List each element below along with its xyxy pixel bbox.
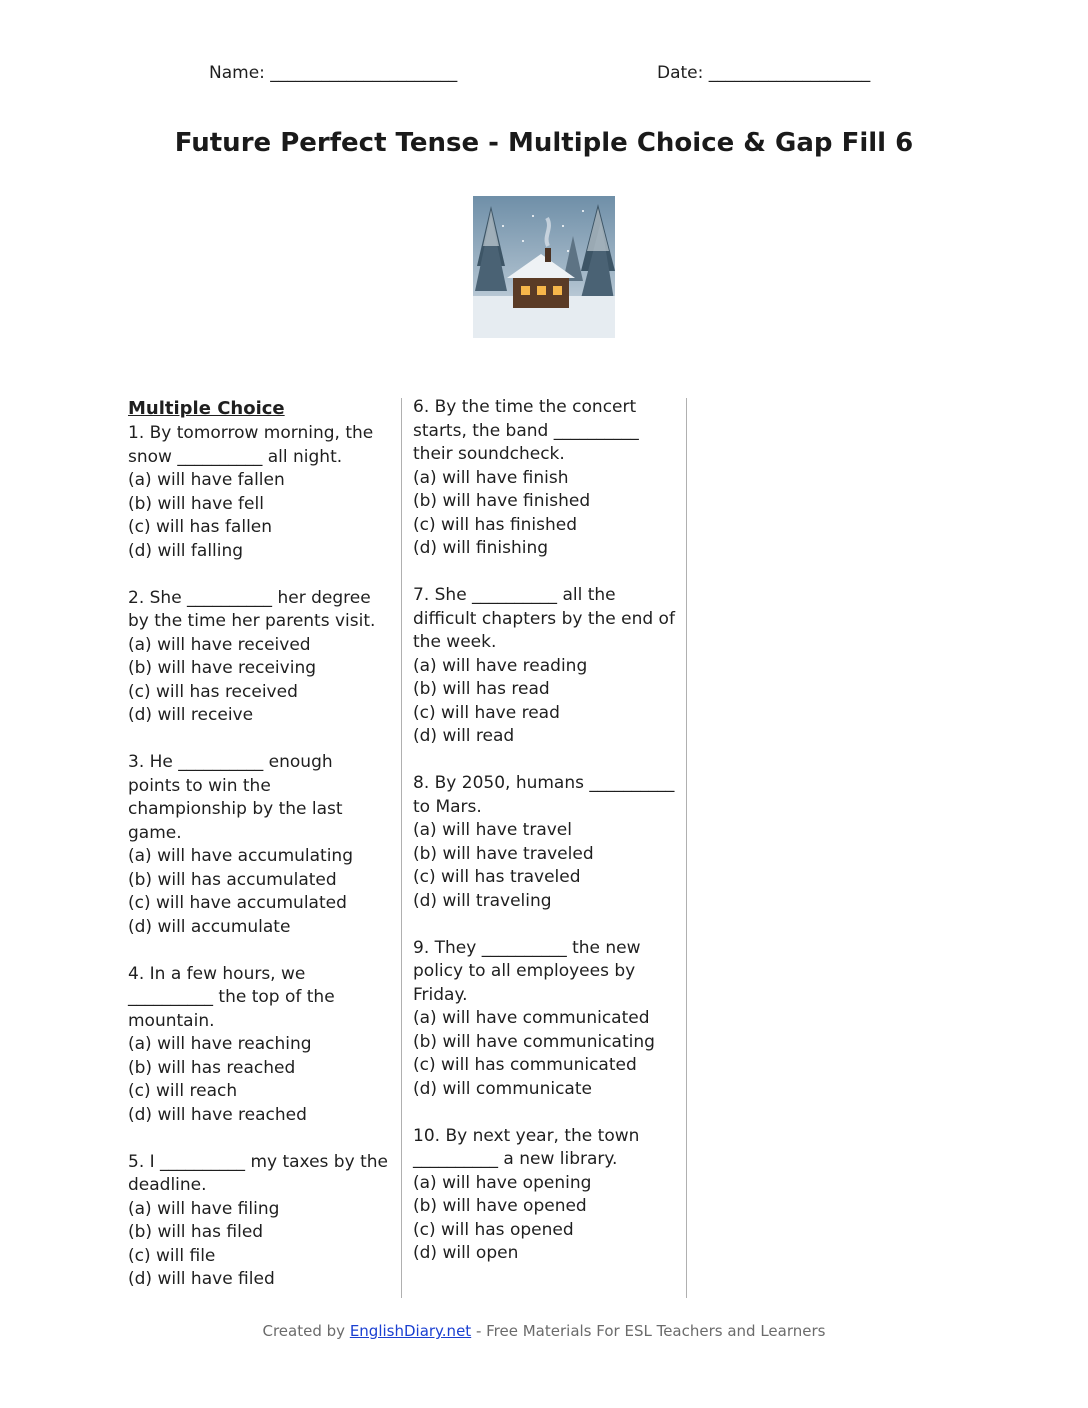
footer-suffix: - Free Materials For ESL Teachers and Learners: [471, 1322, 826, 1340]
answer-option: (d) will communicate: [413, 1078, 592, 1099]
question-block: [413, 584, 683, 749]
name-field: Name: ______________________: [209, 63, 458, 83]
question-text: 3. He __________ enough points to win the championship by the last game.: [128, 752, 343, 843]
answer-option: (b) will has filed: [128, 1222, 264, 1242]
answer-option: (c) will has finished: [413, 514, 578, 535]
question-text: 8. By 2050, humans __________ to Mars.: [413, 773, 675, 817]
question-text: 10. By next year, the town __________ a new library.: [413, 1125, 640, 1169]
question-block: [413, 772, 683, 913]
question-text: 2. She __________ her degree by the time her parents visit.: [128, 587, 376, 631]
question-text: 1. By tomorrow morning, the snow __________ all night.: [128, 423, 374, 467]
answer-option: (b) will has read: [413, 679, 550, 699]
answer-option: (d) will traveling: [413, 890, 552, 911]
answer-option: (b) will have communicating: [413, 1031, 655, 1052]
question-text: 4. In a few hours, we __________ the top of the mountain.: [128, 963, 335, 1031]
answer-option: (b) will has reached: [128, 1057, 296, 1078]
answer-option: (b) will have receiving: [128, 658, 317, 678]
questions-column-right: [413, 396, 683, 1289]
date-field: Date: ___________________: [657, 63, 871, 83]
column-divider: [401, 398, 402, 1298]
answer-option: (c) will has received: [128, 681, 298, 702]
question-block: [128, 963, 390, 1128]
answer-option: (a) will have communicated: [413, 1008, 650, 1028]
answer-option: (d) will falling: [128, 540, 244, 561]
page-title: Future Perfect Tense - Multiple Choice & Gap Fill 6: [174, 128, 914, 158]
question-block: [128, 587, 390, 728]
question-block: [128, 1151, 390, 1292]
answer-option: (d) will open: [413, 1243, 519, 1263]
questions-column-left: [128, 396, 390, 1315]
answer-option: (b) will have finished: [413, 491, 591, 511]
answer-option: (c) will has communicated: [413, 1055, 637, 1075]
snowy-cabin-picture: [473, 196, 615, 338]
question-block: [128, 751, 390, 939]
question-text: 6. By the time the concert starts, the band __________ their soundcheck.: [413, 397, 639, 464]
answer-option: (c) will file: [128, 1245, 216, 1266]
answer-option: (a) will have finish: [413, 467, 569, 488]
answer-option: (c) will has fallen: [128, 517, 273, 537]
answer-option: (a) will have accumulating: [128, 846, 353, 866]
answer-option: (b) will has accumulated: [128, 869, 337, 890]
answer-option: (a) will have fallen: [128, 470, 285, 490]
answer-option: (a) will have filing: [128, 1198, 280, 1219]
answer-option: (a) will have opening: [413, 1172, 592, 1193]
section-heading: Multiple Choice: [128, 398, 285, 419]
answer-option: (a) will have reading: [413, 655, 588, 676]
answer-option: (b) will have fell: [128, 493, 264, 514]
answer-option: (d) will have filed: [128, 1269, 275, 1289]
answer-option: (d) will read: [413, 726, 515, 746]
question-text: 5. I __________ my taxes by the deadline.: [128, 1151, 388, 1195]
question-text: 7. She __________ all the difficult chapters by the end of the week.: [413, 585, 675, 652]
answer-option: (d) will finishing: [413, 538, 549, 558]
answer-option: (d) will receive: [128, 705, 254, 725]
answer-option: (b) will have traveled: [413, 843, 594, 864]
question-block: [413, 396, 683, 561]
footer: [0, 1322, 1088, 1340]
question-text: 9. They __________ the new policy to all employees by Friday.: [413, 937, 641, 1005]
question-block: [128, 422, 390, 563]
question-block: [413, 937, 683, 1102]
question-block: [413, 1125, 683, 1266]
answer-option: (a) will have received: [128, 634, 311, 655]
answer-option: (c) will has opened: [413, 1219, 574, 1240]
answer-option: (c) will reach: [128, 1081, 238, 1101]
footer-link[interactable]: EnglishDiary.net: [349, 1322, 472, 1340]
footer-prefix: Created by: [262, 1322, 350, 1340]
answer-option: (a) will have reaching: [128, 1034, 312, 1054]
answer-option: (a) will have travel: [413, 820, 572, 840]
answer-option: (d) will accumulate: [128, 916, 291, 937]
answer-option: (d) will have reached: [128, 1104, 307, 1125]
answer-option: (c) will have accumulated: [128, 893, 347, 913]
answer-option: (c) will has traveled: [413, 867, 581, 887]
column-divider: [686, 398, 687, 1298]
answer-option: (b) will have opened: [413, 1196, 587, 1216]
answer-option: (c) will have read: [413, 702, 560, 723]
